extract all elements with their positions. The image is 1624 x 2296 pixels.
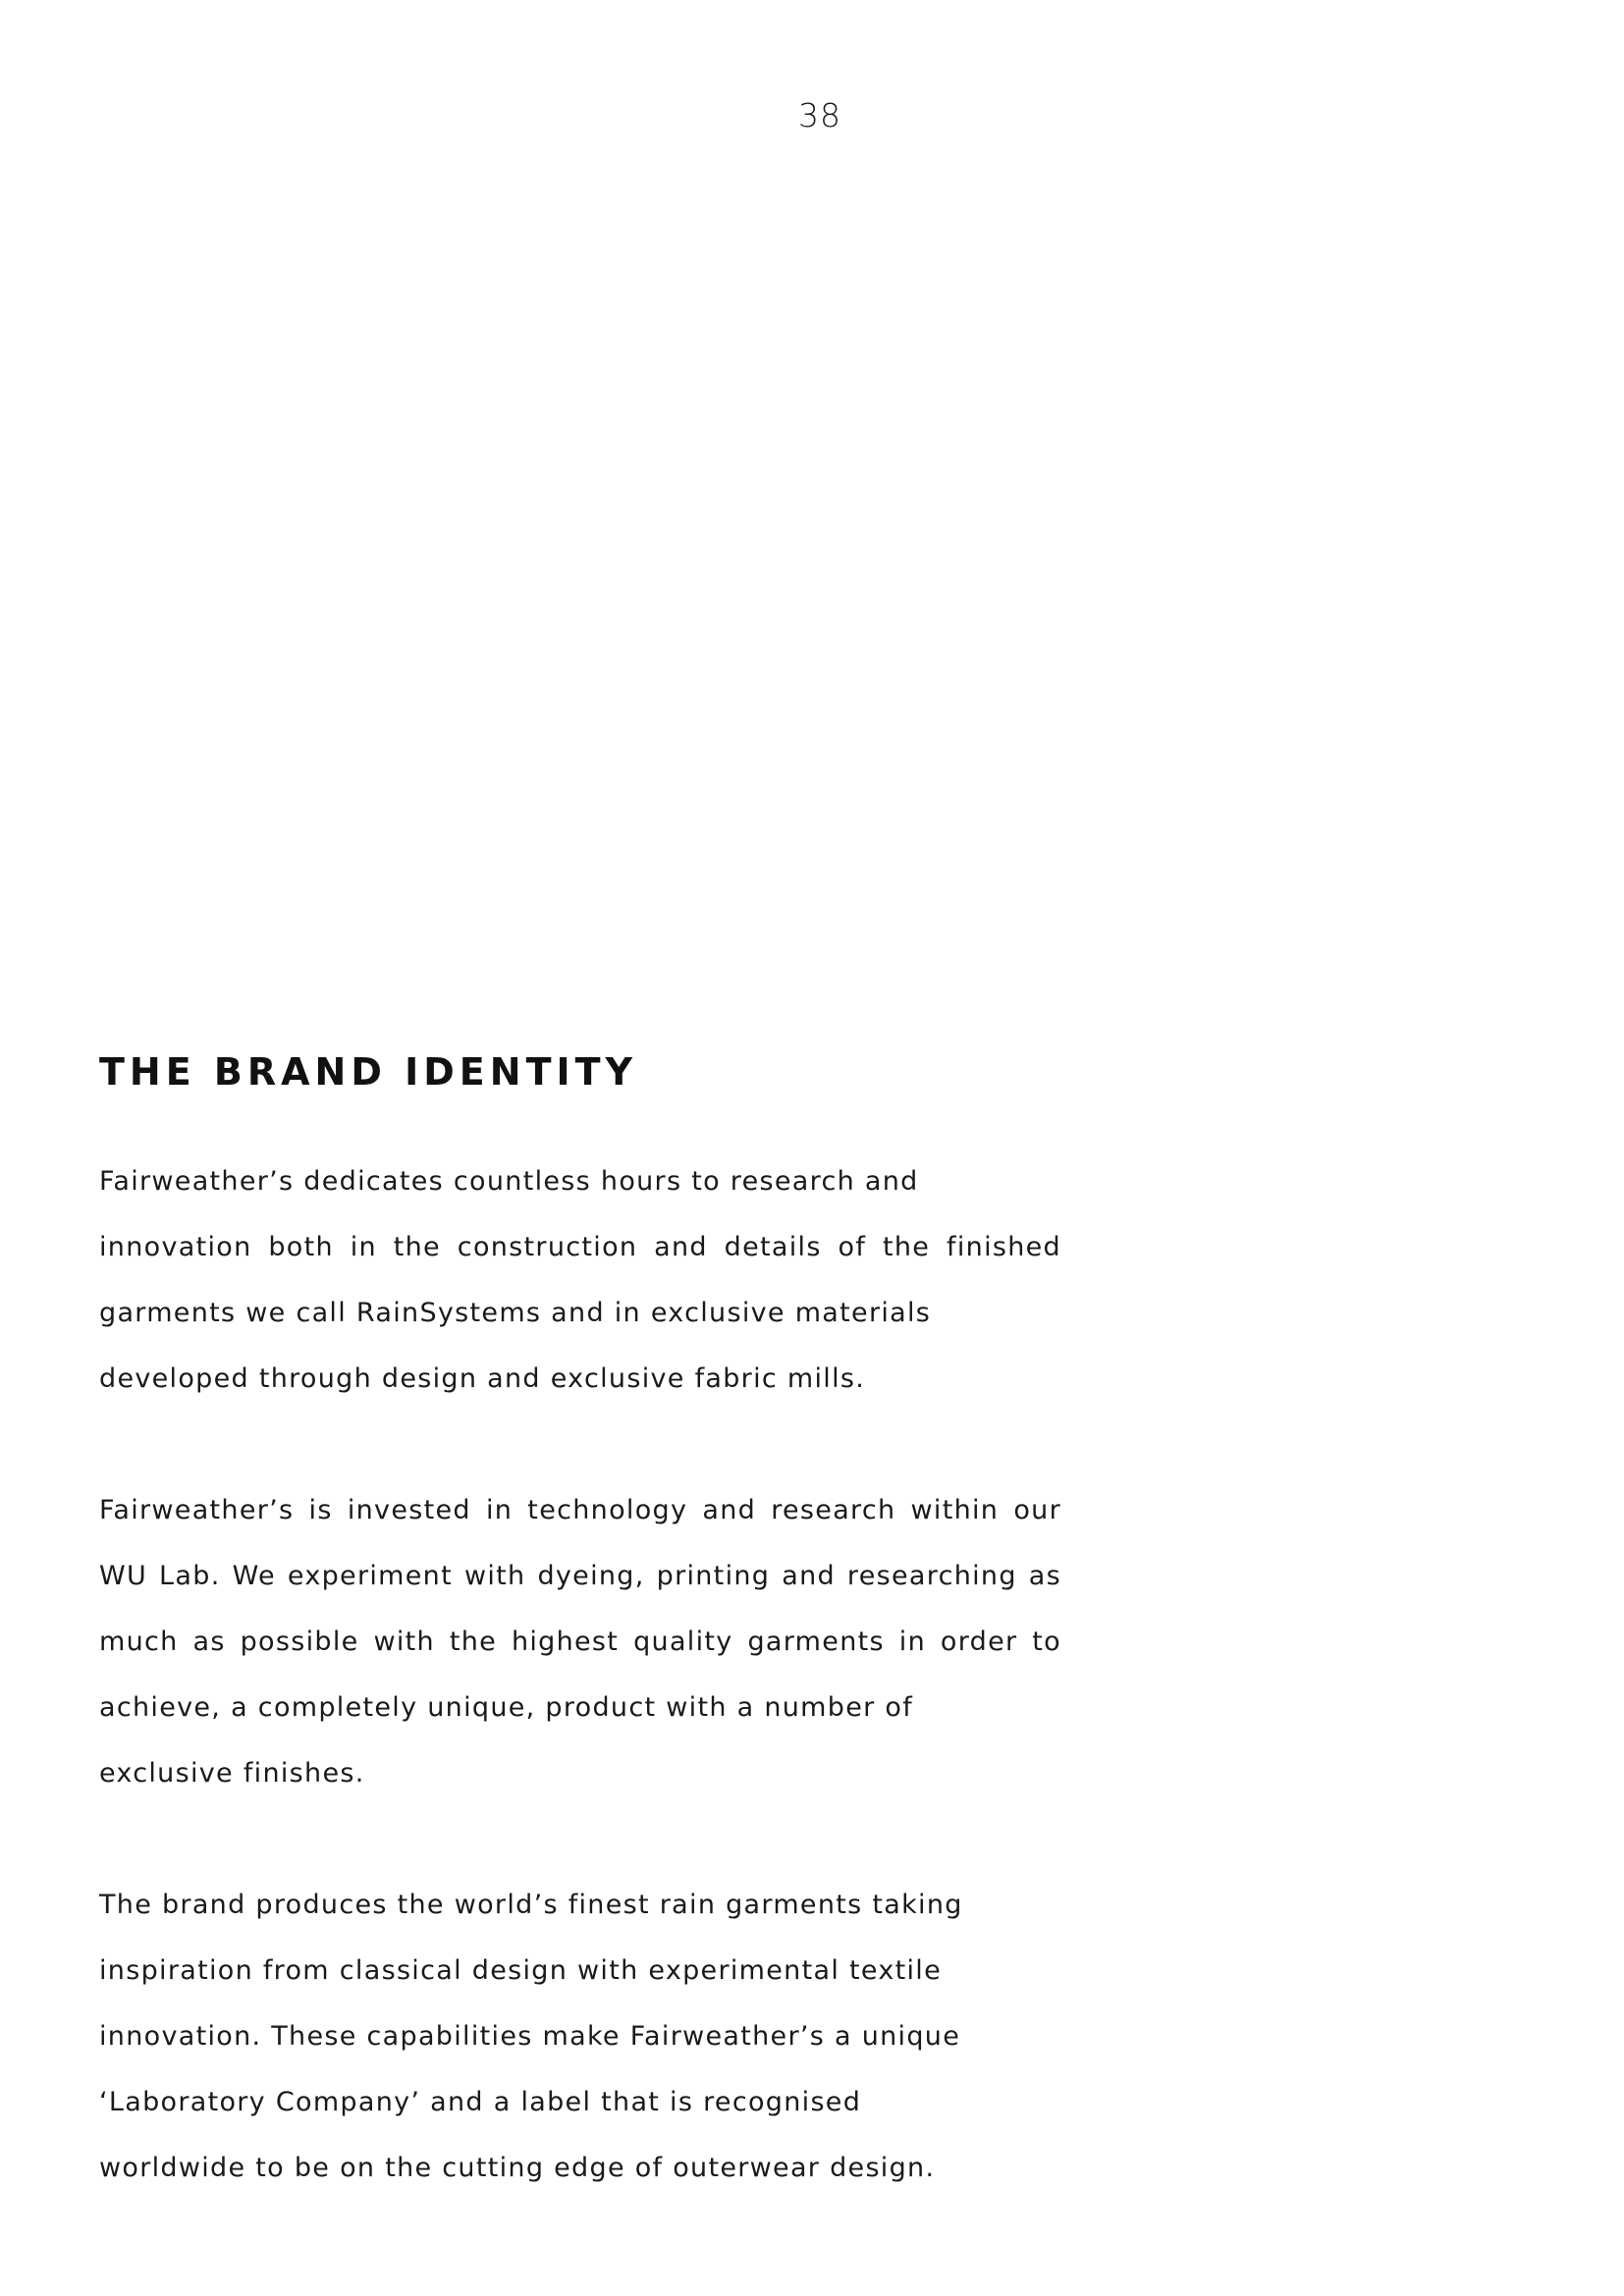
text-line: Fairweather’s dedicates countless hours to research and: [99, 1166, 919, 1197]
paragraph-research: [99, 1148, 1061, 1412]
text-line: innovation. These capabilities make Fairweather’s a unique: [99, 2021, 961, 2052]
paragraph-brand: [99, 1872, 1061, 2201]
text-line: The brand produces the world’s finest rain garments taking: [99, 1890, 963, 1920]
paragraph-wu-lab: [99, 1477, 1061, 1806]
text-line: developed through design and exclusive fabric mills.: [99, 1363, 866, 1394]
text-line: ‘Laboratory Company’ and a label that is recognised: [99, 2087, 862, 2117]
brand-identity-section: [99, 1050, 1061, 2201]
text-line: Fairweather’s is invested in technology and research within our: [99, 1495, 1061, 1525]
text-line: WU Lab. We experiment with dyeing, printing and researching as: [99, 1561, 1061, 1591]
text-line: inspiration from classical design with experimental textile: [99, 1955, 943, 1986]
text-line: much as possible with the highest quality garments in order to: [99, 1627, 1061, 1657]
text-line: exclusive finishes.: [99, 1758, 365, 1789]
section-heading: THE BRAND IDENTITY: [99, 1050, 638, 1094]
text-line: innovation both in the construction and details of the finished: [99, 1232, 1061, 1262]
text-line: worldwide to be on the cutting edge of outerwear design.: [99, 2153, 936, 2183]
page-number: 38: [798, 96, 841, 134]
text-line: garments we call RainSystems and in exclusive materials: [99, 1298, 932, 1328]
text-line: achieve, a completely unique, product with a number of: [99, 1692, 914, 1723]
